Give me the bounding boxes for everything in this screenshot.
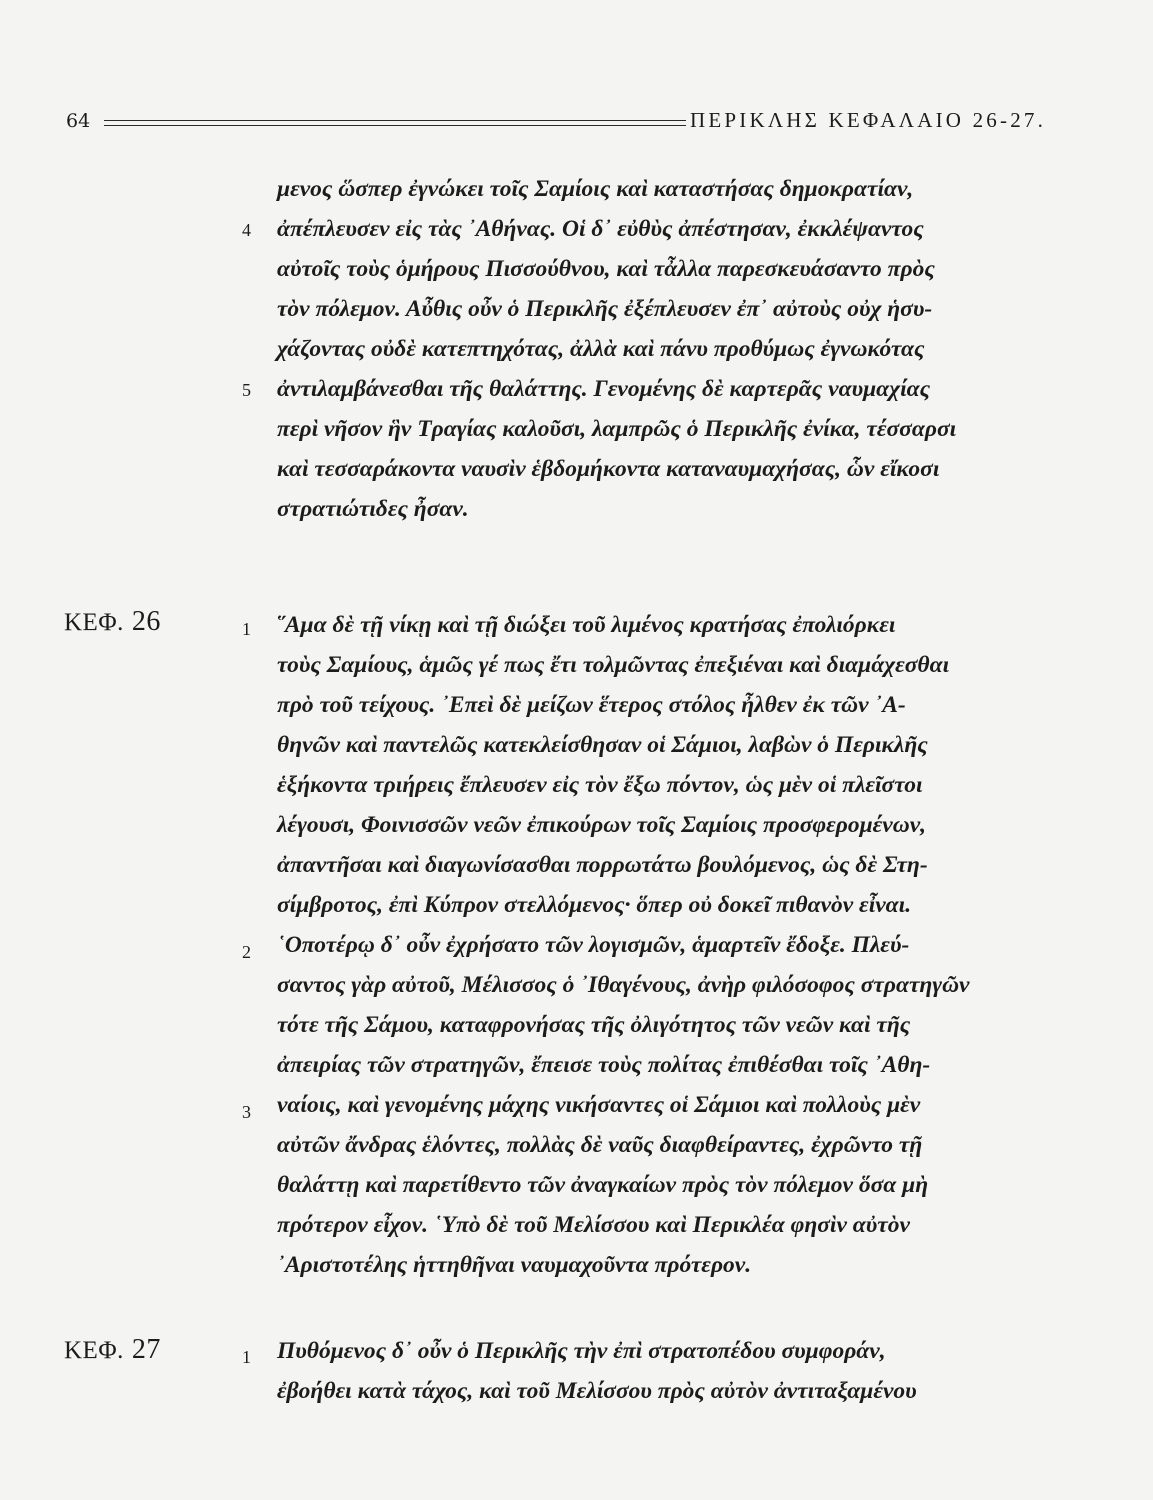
text-line: ἐβοήθει κατὰ τάχος, καὶ τοῦ Μελίσσου πρὸς αὐτὸν ἀντιταξαμένου (277, 1378, 917, 1404)
chapter-number: 26 (131, 606, 161, 637)
text-line: θαλάττῃ καὶ παρετίθεντο τῶν ἀναγκαίων πρὸς τὸν πόλεμον ὅσα μὴ (277, 1172, 929, 1198)
text-line: σαντος γὰρ αὐτοῦ, Μέλισσος ὁ ᾿Ιθαγένους, ἀνὴρ φιλόσοφος στρατηγῶν (277, 972, 970, 998)
text-line: ᾿Αριστοτέλης ἡττηθῆναι ναυμαχοῦντα πρότερον. (277, 1252, 752, 1278)
text-line: θηνῶν καὶ παντελῶς κατεκλείσθησαν οἱ Σάμιοι, λαβὼν ὁ Περικλῆς (277, 732, 928, 758)
line-number: 1 (242, 1347, 251, 1367)
line-number: 5 (242, 380, 251, 400)
text-line: ἑξήκοντα τριήρεις ἔπλευσεν εἰς τὸν ἔξω πόντον, ὡς μὲν οἱ πλεῖστοι (277, 772, 923, 798)
text-line: ῾Οποτέρῳ δ᾿ οὖν ἐχρήσατο τῶν λογισμῶν, ἁμαρτεῖν ἔδοξε. Πλεύ- (277, 932, 910, 958)
text-line: λέγουσι, Φοινισσῶν νεῶν ἐπικούρων τοῖς Σαμίοις προσφερομένων, (277, 812, 927, 838)
line-number: 2 (242, 942, 251, 962)
text-line: αὐτοῖς τοὺς ὁμήρους Πισσούθνου, καὶ τἆλλα παρεσκευάσαντο πρὸς (277, 256, 935, 282)
text-line: ἀπαντῆσαι καὶ διαγωνίσασθαι πορρωτάτω βουλόμενος, ὡς δὲ Στη- (277, 852, 928, 878)
text-line: ἀπειρίας τῶν στρατηγῶν, ἔπεισε τοὺς πολίτας ἐπιθέσθαι τοῖς ᾿Αθη- (277, 1052, 931, 1078)
text-line: στρατιώτιδες ἦσαν. (277, 496, 469, 522)
text-line: αὐτῶν ἄνδρας ἑλόντες, πολλὰς δὲ ναῦς διαφθείραντες, ἐχρῶντο τῇ (277, 1132, 923, 1158)
text-line: περὶ νῆσον ἣν Τραγίας καλοῦσι, λαμπρῶς ὁ Περικλῆς ἐνίκα, τέσσαρσι (277, 416, 957, 442)
text-line: ἀντιλαμβάνεσθαι τῆς θαλάττης. Γενομένης δὲ καρτερᾶς ναυμαχίας (277, 376, 931, 402)
chapter-label (64, 608, 161, 636)
chapter-number: 27 (131, 1334, 161, 1365)
text-line: σίμβροτος, ἐπὶ Κύπρον στελλόμενος· ὅπερ οὐ δοκεῖ πιθανὸν εἶναι. (277, 892, 912, 918)
text-line: τὸν πόλεμον. Αὖθις οὖν ὁ Περικλῆς ἐξέπλευσεν ἐπ᾿ αὐτοὺς οὐχ ἡσυ- (277, 296, 933, 322)
line-number: 4 (242, 220, 251, 240)
header-double-rule (104, 120, 686, 126)
text-line: ἀπέπλευσεν εἰς τὰς ᾿Αθήνας. Οἱ δ᾿ εὐθὺς ἀπέστησαν, ἐκκλέψαντος (277, 216, 924, 242)
text-line: Πυθόμενος δ᾿ οὖν ὁ Περικλῆς τὴν ἐπὶ στρατοπέδου συμφοράν, (277, 1338, 886, 1364)
page-header (66, 106, 1086, 142)
text-line: ναίοις, καὶ γενομένης μάχης νικήσαντες οἱ Σάμιοι καὶ πολλοὺς μὲν (277, 1092, 921, 1118)
text-line: πρότερον εἶχον. ῾Υπὸ δὲ τοῦ Μελίσσου καὶ Περικλέα φησὶν αὐτὸν (277, 1212, 910, 1238)
text-line: τότε τῆς Σάμου, καταφρονήσας τῆς ὀλιγότητος τῶν νεῶν καὶ τῆς (277, 1012, 911, 1038)
text-line: πρὸ τοῦ τείχους. ᾿Επεὶ δὲ μείζων ἕτερος στόλος ἦλθεν ἐκ τῶν ᾿Α- (277, 692, 906, 718)
page-number: 64 (66, 110, 91, 132)
chapter-label (64, 1336, 161, 1364)
text-line: χάζοντας οὐδὲ κατεπτηχότας, ἀλλὰ καὶ πάνυ προθύμως ἐγνωκότας (277, 336, 925, 362)
chapter-abbrev: ΚΕΦ. (64, 609, 124, 636)
text-line: καὶ τεσσαράκοντα ναυσὶν ἑβδομήκοντα καταναυμαχήσας, ὧν εἴκοσι (277, 456, 940, 482)
line-number: 1 (242, 619, 251, 639)
text-line: μενος ὥσπερ ἐγνώκει τοῖς Σαμίοις καὶ καταστήσας δημοκρατίαν, (277, 176, 914, 202)
chapter-abbrev: ΚΕΦ. (64, 1337, 124, 1364)
text-line: ῞Αμα δὲ τῇ νίκῃ καὶ τῇ διώξει τοῦ λιμένος κρατήσας ἐπολιόρκει (277, 612, 896, 638)
text-line: τοὺς Σαμίους, ἁμῶς γέ πως ἔτι τολμῶντας ἐπεξιέναι καὶ διαμάχεσθαι (277, 652, 950, 678)
running-title: ΠΕΡΙΚΛΗΣ ΚΕΦΑΛΑΙΟ 26-27. (690, 108, 1047, 132)
line-number: 3 (242, 1102, 251, 1122)
